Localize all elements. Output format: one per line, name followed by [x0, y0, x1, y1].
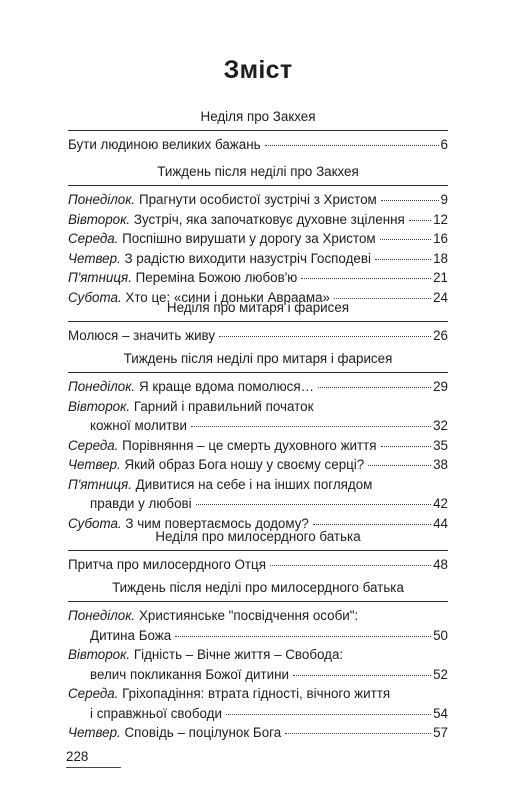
entry-title: Гарний і правильний початок	[130, 398, 314, 414]
entry-title: і справжньої свободи	[90, 705, 222, 721]
entry-title: Сповідь – поцілунок Бога	[120, 725, 282, 740]
entry-text	[68, 397, 313, 417]
entry-title: З чим повертаємось додому?	[121, 515, 309, 531]
entry-text	[68, 210, 405, 230]
toc-section	[68, 527, 448, 575]
entry-title: Дитина Божа	[90, 627, 172, 643]
entry-line	[68, 229, 448, 249]
entry-title: Бути людиною великих бажань	[68, 137, 261, 152]
page-title: Зміст	[223, 56, 293, 84]
entry-title: З радістю виходити назустріч Господеві	[120, 250, 371, 266]
entry-page-number: 44	[433, 515, 448, 531]
section-heading: Тиждень після неділі про милосердного батька	[68, 578, 448, 602]
entry-title: Притча про милосердного Отця	[68, 557, 266, 572]
entry-text	[68, 377, 314, 397]
toc-entry[interactable]	[68, 326, 448, 346]
entry-page-number: 50	[433, 627, 448, 643]
entry-line	[68, 665, 448, 685]
entry-page-number: 12	[433, 211, 448, 227]
entry-day: Четвер.	[68, 457, 121, 472]
dot-leader	[293, 675, 431, 676]
entry-title: Який образ Бога ношу у своєму серці?	[120, 457, 365, 472]
entry-day: Понеділок.	[68, 379, 136, 394]
entry-title: Гріхопадіння: втрата гідності, вічного життя	[118, 686, 391, 701]
entry-title: Переміна Божою любов'ю	[131, 270, 298, 285]
dot-leader	[265, 145, 439, 146]
entry-title: правди у любові	[90, 496, 192, 511]
entry-text	[68, 645, 343, 665]
entry-day: Середа.	[68, 231, 119, 246]
entry-title: Порівняння – це смерть духовного життя	[118, 437, 377, 453]
toc-entry[interactable]	[68, 190, 448, 210]
entry-line	[68, 326, 448, 346]
dot-leader	[196, 504, 431, 505]
entry-page-number: 24	[433, 289, 448, 305]
entry-title: Зустріч, яка започатковує духовне зцілення	[130, 211, 405, 227]
entry-text	[90, 626, 171, 646]
toc-entry[interactable]	[68, 555, 448, 575]
entry-title: Християнське "посвідчення особи":	[135, 608, 359, 623]
entry-title: Прагнути особистої зустрічі з Христом	[135, 192, 377, 207]
entry-text	[68, 229, 376, 249]
entry-page-number: 42	[433, 496, 448, 511]
dot-leader	[313, 524, 431, 525]
entry-line	[68, 626, 448, 646]
toc-entry[interactable]	[68, 606, 448, 645]
entry-day: Четвер.	[68, 725, 121, 740]
dot-leader	[380, 239, 431, 240]
entry-line	[68, 475, 448, 495]
entry-page-number: 48	[433, 557, 448, 572]
section-heading: Неділя про митаря і фарисея	[68, 298, 448, 322]
entry-day: Середа.	[68, 686, 119, 701]
entry-title: кожної молитви	[90, 418, 187, 433]
entry-day: Субота.	[68, 515, 122, 531]
entry-text	[90, 665, 289, 685]
entry-text	[68, 555, 266, 575]
toc-entry[interactable]	[68, 723, 448, 743]
toc-entry[interactable]	[68, 455, 448, 475]
entry-text	[68, 135, 261, 155]
entry-text	[68, 455, 364, 475]
entry-page-number: 29	[433, 379, 448, 394]
entry-title: Дивитися на себе і на інших поглядом	[131, 476, 373, 492]
toc-section	[68, 578, 448, 743]
toc-section	[68, 298, 448, 346]
entry-title: Поспішно вирушати у дорогу за Христом	[118, 231, 376, 246]
section-heading: Тиждень після неділі про митаря і фарисея	[68, 349, 448, 373]
entry-day: Субота.	[68, 289, 122, 305]
entry-page-number: 57	[433, 725, 448, 740]
entry-page-number: 9	[440, 192, 448, 207]
entry-line	[68, 249, 448, 269]
entry-title: Хто це: «сини і доньки Авраама»	[121, 289, 330, 305]
toc-entry[interactable]	[68, 684, 448, 723]
entry-line	[68, 555, 448, 575]
toc-entry[interactable]	[68, 210, 448, 230]
entry-page-number: 6	[440, 137, 448, 152]
entry-text	[90, 416, 187, 436]
entry-day: П'ятниця.	[68, 476, 132, 492]
toc-entry[interactable]	[68, 397, 448, 436]
dot-leader	[381, 446, 432, 447]
page-number: 228	[66, 749, 89, 764]
entry-line	[68, 494, 448, 514]
entry-text	[68, 190, 377, 210]
entry-line	[68, 436, 448, 456]
toc-entry[interactable]	[68, 377, 448, 397]
toc-entry[interactable]	[68, 645, 448, 684]
entry-line	[68, 645, 448, 665]
entry-line	[68, 606, 448, 626]
toc-entry[interactable]	[68, 436, 448, 456]
entry-page-number: 52	[433, 666, 448, 682]
entry-line	[68, 268, 448, 288]
entry-title: велич покликання Божої дитини	[90, 666, 290, 682]
toc-section	[68, 349, 448, 533]
page-number-rule	[66, 767, 121, 768]
entry-page-number: 32	[433, 418, 448, 433]
entry-title: Я краще вдома помолюся…	[135, 379, 314, 394]
dot-leader	[285, 733, 431, 734]
entry-text	[68, 684, 390, 704]
dot-leader	[219, 336, 431, 337]
dot-leader	[226, 714, 431, 715]
entry-day: Середа.	[68, 437, 119, 453]
toc-section	[68, 107, 448, 155]
entry-text	[68, 249, 371, 269]
dot-leader	[318, 387, 431, 388]
entry-page-number: 26	[433, 328, 448, 343]
entry-page-number: 18	[433, 250, 448, 266]
entry-day: Вівторок.	[68, 647, 131, 662]
entry-line	[68, 704, 448, 724]
dot-leader	[375, 259, 431, 260]
entry-day: Понеділок.	[68, 608, 136, 623]
entry-text	[68, 268, 297, 288]
entry-day: Вівторок.	[68, 398, 131, 414]
dot-leader	[270, 565, 431, 566]
toc-entry[interactable]	[68, 475, 448, 514]
entry-day: Вівторок.	[68, 211, 131, 227]
entry-line	[68, 684, 448, 704]
entry-line	[68, 416, 448, 436]
entry-page-number: 21	[433, 270, 448, 285]
entry-text	[68, 436, 377, 456]
entry-text	[68, 723, 281, 743]
entry-line	[68, 135, 448, 155]
dot-leader	[368, 465, 431, 466]
section-heading: Тиждень після неділі про Закхея	[68, 162, 448, 186]
toc-entry[interactable]	[68, 249, 448, 269]
section-heading: Неділя про милосердного батька	[68, 527, 448, 551]
toc-entry[interactable]	[68, 268, 448, 288]
entry-line	[68, 377, 448, 397]
entry-text	[90, 704, 222, 724]
entry-page-number: 16	[433, 231, 448, 246]
entry-line	[68, 723, 448, 743]
entry-page-number: 54	[433, 705, 448, 721]
entry-day: Четвер.	[68, 250, 121, 266]
entry-text	[68, 326, 215, 346]
entry-line	[68, 190, 448, 210]
entry-page-number: 38	[433, 457, 448, 472]
dot-leader	[381, 200, 439, 201]
entry-title: Молюся – значить живу	[68, 328, 216, 343]
entry-line	[68, 210, 448, 230]
toc-entry[interactable]	[68, 135, 448, 155]
entry-text	[90, 494, 192, 514]
entry-day: Понеділок.	[68, 192, 136, 207]
dot-leader	[191, 426, 431, 427]
entry-line	[68, 455, 448, 475]
entry-day: П'ятниця.	[68, 270, 132, 285]
dot-leader	[301, 278, 431, 279]
entry-page-number: 35	[433, 437, 448, 453]
toc-entry[interactable]	[68, 229, 448, 249]
entry-text	[68, 475, 372, 495]
dot-leader	[175, 636, 431, 637]
entry-line	[68, 397, 448, 417]
dot-leader	[409, 220, 431, 221]
entry-text	[68, 606, 358, 626]
entry-title: Гідність – Вічне життя – Свобода:	[130, 647, 344, 662]
section-heading: Неділя про Закхея	[68, 107, 448, 131]
toc-section	[68, 162, 448, 307]
